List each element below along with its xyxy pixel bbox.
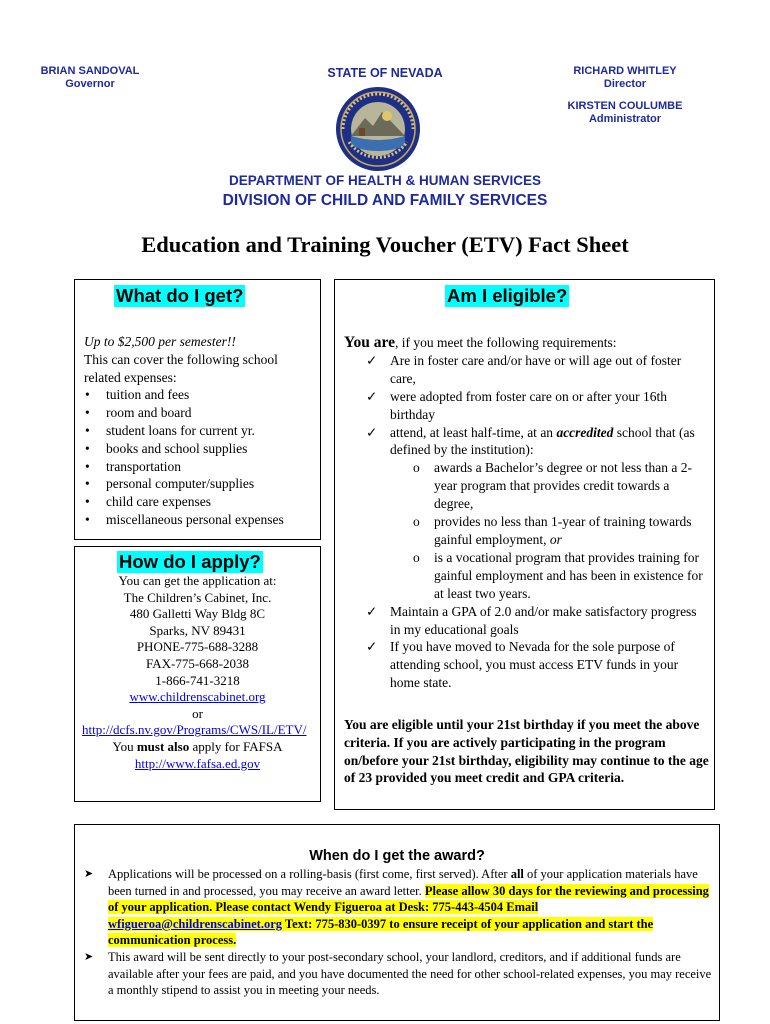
award-paragraph-processing: ➤ Applications will be processed on a rolling-basis (first come, first served). After all of your application materials have been turned in and processed, you may receive an award letter. Please allow 30 days for the reviewing and processing of your application. Please contact Wendy Figueroa at Desk: 775-443-4504 Email wfigueroa@childrenscabinet.org Text: 775-830-0397 to ensure receipt of your application and start the communication process. — [84, 867, 709, 948]
eligibility-list — [344, 352, 706, 692]
org-name: The Children’s Cabinet, Inc. — [123, 589, 272, 605]
list-item: ✓ Are in foster care and/or have or will age out of foster care, — [344, 352, 706, 388]
list-item: o provides no less than 1-year of training towards gainful employment, or — [344, 513, 706, 549]
list-item: ✓ were adopted from foster care on or after your 16th birthday — [344, 388, 706, 424]
governor-title: Governor — [65, 78, 115, 90]
am-i-eligible-heading: Am I eligible? — [447, 285, 568, 306]
what-do-i-get-content — [84, 333, 316, 529]
address-line-1: 480 Galletti Way Bldg 8C — [129, 606, 266, 622]
arrow-bullet-icon: ➤ — [84, 950, 94, 963]
administrator-name: KIRSTEN COULUMBE — [567, 100, 683, 112]
fafsa-link[interactable]: http://www.fafsa.ed.gov — [134, 755, 261, 771]
governor-block — [30, 65, 150, 91]
or-separator: or — [192, 705, 203, 721]
list-item: ✓ Maintain a GPA of 2.0 and/or make satisfactory progress in my educational goals — [344, 603, 706, 639]
childrens-cabinet-link[interactable]: www.childrenscabinet.org — [129, 689, 266, 705]
award-heading: When do I get the award? — [309, 848, 485, 864]
eligibility-age-note: You are eligible until your 21st birthday if you meet the above criteria. If you are actively participating in the program on/before your 21st birthday, eligibility may continue to the age of 23 provided you meet credit and GPA criteria. — [344, 717, 709, 786]
director-block — [550, 65, 700, 91]
director-title: Director — [603, 78, 647, 90]
dcfs-link[interactable]: http://dcfs.nv.gov/Programs/CWS/IL/ETV/ — [82, 722, 307, 738]
division-name: DIVISION OF CHILD AND FAMILY SERVICES — [222, 192, 548, 209]
arrow-bullet-icon: ➤ — [84, 868, 94, 880]
administrator-title: Administrator — [588, 113, 662, 125]
contact-email-link[interactable]: wfigueroa@childrenscabinet.org — [108, 916, 283, 931]
phone-number: PHONE-775-688-3288 — [136, 639, 259, 655]
list-item: • student loans for current yr. — [106, 422, 316, 440]
page-title: Education and Training Voucher (ETV) Fact Sheet — [141, 232, 629, 257]
department-name: DEPARTMENT OF HEALTH & HUMAN SERVICES — [228, 173, 541, 188]
apply-intro: You can get the application at: — [118, 573, 277, 588]
eligibility-content — [344, 334, 706, 692]
governor-name: BRIAN SANDOVAL — [40, 65, 140, 77]
administrator-block — [550, 100, 700, 126]
director-name: RICHARD WHITLEY — [573, 65, 677, 77]
nevada-state-seal — [335, 86, 421, 172]
address-line-2: Sparks, NV 89431 — [149, 622, 246, 638]
list-item: • miscellaneous personal expenses — [106, 511, 316, 529]
list-item: • tuition and fees — [106, 386, 316, 404]
fafsa-note: You must also apply for FAFSA — [112, 738, 283, 754]
fax-number: FAX-775-668-2038 — [145, 655, 250, 671]
award-amount: Up to $2,500 per semester!! — [84, 334, 236, 349]
toll-free-number: 1-866-741-3218 — [155, 672, 240, 688]
list-item: • books and school supplies — [106, 440, 316, 458]
expenses-intro: This can cover the following school related expenses: — [84, 351, 278, 385]
list-item: ✓ If you have moved to Nevada for the sole purpose of attending school, you must access ETV funds in your home state. — [344, 638, 706, 692]
eligibility-lead: You are, if you meet the following requirements: — [344, 334, 617, 351]
state-name: STATE OF NEVADA — [327, 66, 443, 80]
award-paragraph-payment: ➤ This award will be sent directly to your post-secondary school, your landlord, creditors, and if additional funds are available after your fees are paid, and you have documented the need for other school-related expenses, you may receive a monthly stipend to assist you in meeting your needs. — [84, 949, 712, 998]
how-do-i-apply-content — [78, 573, 317, 772]
list-item: o awards a Bachelor’s degree or not less than a 2-year program that provides credit towards a degree, — [344, 459, 706, 513]
list-item: • room and board — [106, 404, 316, 422]
how-do-i-apply-heading: How do I apply? — [119, 551, 261, 572]
list-item: • child care expenses — [106, 493, 316, 511]
list-item: • transportation — [106, 458, 316, 476]
what-do-i-get-heading: What do I get? — [116, 285, 244, 306]
list-item: • personal computer/supplies — [106, 475, 316, 493]
expenses-list — [84, 386, 316, 528]
list-item: o is a vocational program that provides training for gainful employment and has been in existence for at least two years. — [344, 549, 706, 603]
award-content — [84, 866, 714, 999]
list-item: ✓ attend, at least half-time, at an accredited school that (as defined by the institution): — [344, 424, 706, 460]
